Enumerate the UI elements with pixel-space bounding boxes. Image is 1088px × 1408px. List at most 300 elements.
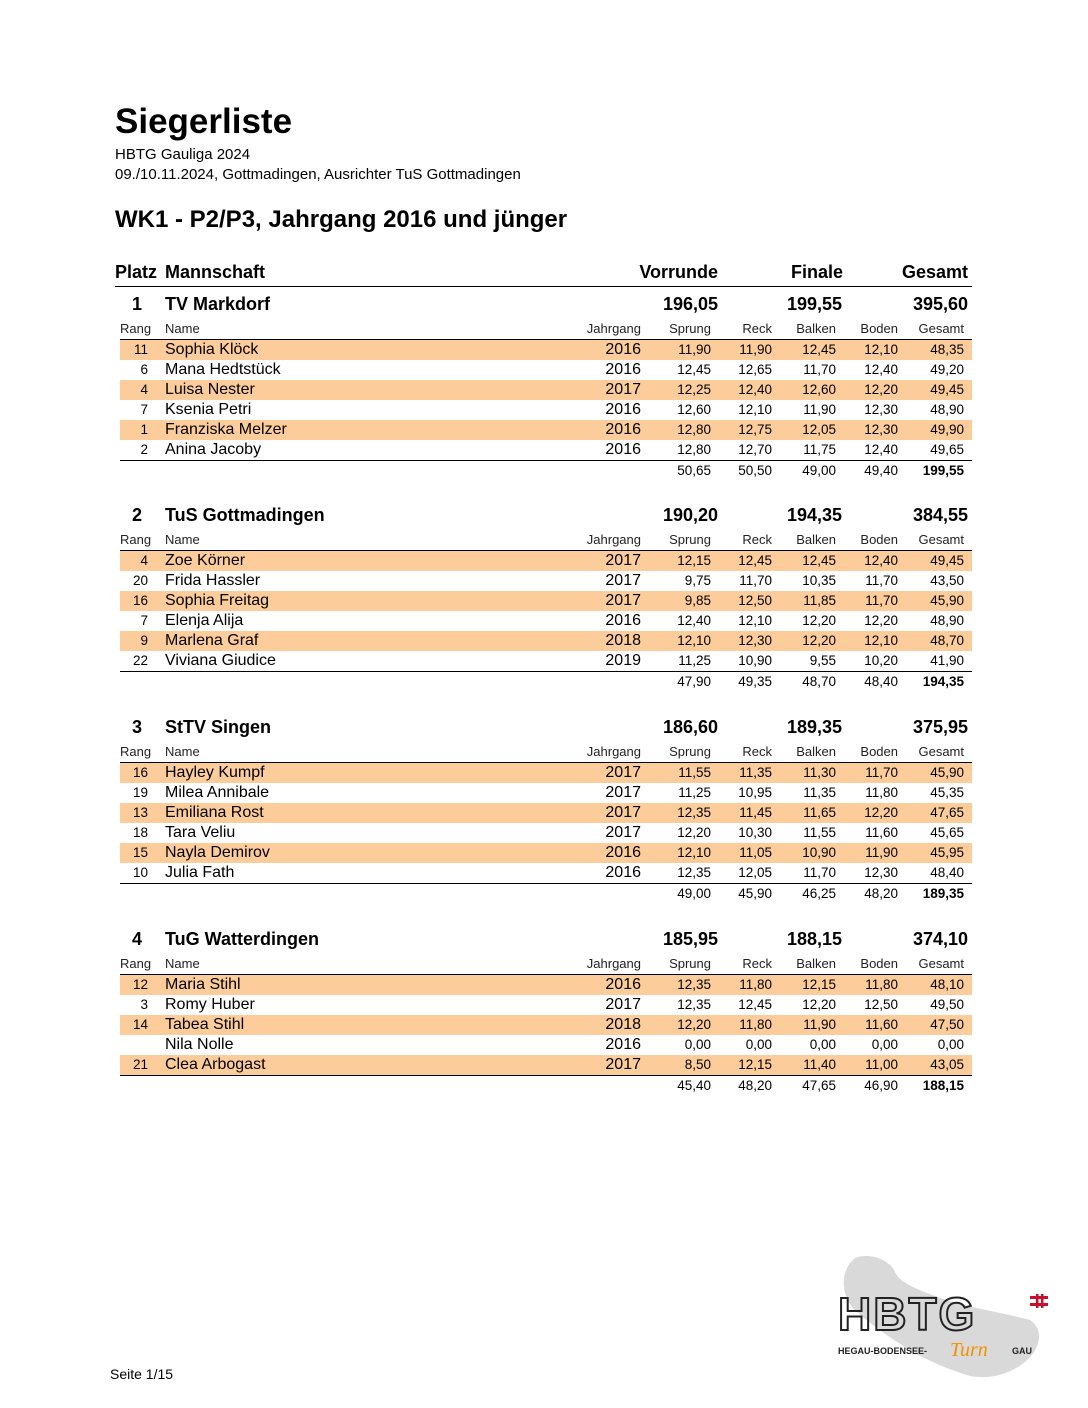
- header-finale: Finale: [790, 262, 843, 282]
- total-boden: 46,90: [864, 1078, 898, 1093]
- team-vorrunde: 186,60: [662, 717, 718, 737]
- athlete-reck: 12,75: [738, 422, 772, 437]
- column-label-reck: Reck: [742, 321, 772, 336]
- header-gesamt: Gesamt: [901, 262, 968, 282]
- athlete-balken: 12,60: [802, 382, 836, 397]
- athlete-reck: 12,15: [738, 1057, 772, 1072]
- athlete-sprung: 11,25: [678, 653, 711, 668]
- athlete-row: [120, 591, 972, 611]
- athlete-jahrgang: 2017: [605, 592, 641, 609]
- athlete-row: [120, 1055, 972, 1075]
- team-block: [120, 925, 972, 1096]
- column-header-row: [120, 743, 972, 763]
- athlete-name: Anina Jacoby: [165, 441, 262, 458]
- column-label-sprung: Sprung: [669, 956, 711, 971]
- athlete-row: [120, 783, 972, 803]
- athlete-reck: 11,80: [739, 977, 772, 992]
- athlete-reck: 11,90: [739, 342, 772, 357]
- athlete-sprung: 12,45: [677, 362, 711, 377]
- column-label-gesamt: Gesamt: [918, 321, 964, 336]
- column-label-sprung: Sprung: [669, 744, 711, 759]
- athlete-boden: 11,00: [865, 1057, 898, 1072]
- athlete-boden: 11,80: [865, 977, 898, 992]
- total-reck: 48,20: [738, 1078, 772, 1093]
- athlete-boden: 0,00: [871, 1037, 898, 1052]
- athlete-balken: 11,85: [803, 593, 836, 608]
- team-platz: 4: [131, 929, 142, 949]
- athlete-rang: 18: [132, 825, 148, 840]
- team-totals-row: [120, 1076, 972, 1096]
- athlete-name: Nayla Demirov: [165, 844, 270, 861]
- athlete-rang: 7: [140, 402, 148, 417]
- athlete-row: [120, 803, 972, 823]
- total-gesamt: 194,35: [922, 674, 964, 689]
- athlete-name: Sophia Klöck: [165, 341, 259, 358]
- column-label-reck: Reck: [742, 532, 772, 547]
- column-label-reck: Reck: [742, 956, 772, 971]
- column-label-jahrgang: Jahrgang: [586, 532, 641, 547]
- athlete-gesamt: 48,40: [930, 865, 964, 880]
- team-vorrunde: 185,95: [662, 929, 718, 949]
- turner-cross-icon: [1030, 1294, 1048, 1308]
- athlete-rang: 22: [132, 653, 148, 668]
- athlete-rang: 1: [140, 422, 148, 437]
- column-label-jahrgang: Jahrgang: [586, 956, 641, 971]
- column-label-reck: Reck: [742, 744, 772, 759]
- athlete-reck: 11,70: [739, 573, 772, 588]
- athlete-jahrgang: 2016: [605, 441, 641, 458]
- athlete-gesamt: 48,10: [930, 977, 964, 992]
- column-label-name: Name: [165, 321, 200, 336]
- team-gesamt: 374,10: [912, 929, 968, 949]
- team-vorrunde: 196,05: [662, 294, 718, 314]
- athlete-gesamt: 47,65: [930, 805, 964, 820]
- athlete-jahrgang: 2016: [605, 844, 641, 861]
- athlete-boden: 12,10: [864, 633, 898, 648]
- athlete-rang: 19: [132, 785, 148, 800]
- athlete-name: Tara Veliu: [165, 824, 236, 841]
- athlete-balken: 11,70: [803, 865, 836, 880]
- athlete-gesamt: 49,90: [930, 422, 964, 437]
- total-gesamt: 189,35: [922, 886, 964, 901]
- athlete-balken: 11,90: [803, 1017, 836, 1032]
- total-boden: 48,40: [864, 674, 898, 689]
- athlete-sprung: 12,35: [677, 997, 711, 1012]
- total-sprung: 50,65: [677, 463, 711, 478]
- team-finale: 194,35: [786, 505, 842, 525]
- total-gesamt: 188,15: [922, 1078, 964, 1093]
- total-balken: 49,00: [802, 463, 836, 478]
- athlete-gesamt: 45,95: [930, 845, 964, 860]
- column-header-row: [120, 955, 972, 975]
- hbtg-logo: [800, 1250, 1060, 1390]
- column-header-row: [120, 531, 972, 551]
- athlete-jahrgang: 2019: [605, 652, 641, 669]
- athlete-row: [120, 360, 972, 380]
- athlete-boden: 12,30: [864, 402, 898, 417]
- results-header: [115, 260, 972, 287]
- athlete-name: Julia Fath: [165, 864, 235, 881]
- athlete-reck: 12,65: [738, 362, 772, 377]
- column-header-row: [120, 320, 972, 340]
- athlete-jahrgang: 2016: [605, 976, 641, 993]
- column-label-rang: Rang: [120, 321, 152, 336]
- logo-hbtg: HBTG: [838, 1288, 977, 1340]
- athlete-jahrgang: 2017: [605, 764, 641, 781]
- total-sprung: 49,00: [677, 886, 711, 901]
- athlete-reck: 12,45: [738, 553, 772, 568]
- athlete-reck: 12,05: [738, 865, 772, 880]
- athlete-sprung: 12,35: [677, 977, 711, 992]
- total-sprung: 45,40: [677, 1078, 711, 1093]
- athlete-sprung: 12,60: [677, 402, 711, 417]
- athlete-gesamt: 45,35: [930, 785, 964, 800]
- athlete-row: [120, 400, 972, 420]
- column-label-boden: Boden: [860, 532, 898, 547]
- athlete-reck: 12,70: [738, 442, 772, 457]
- athlete-boden: 11,70: [865, 593, 898, 608]
- team-totals-row: [120, 672, 972, 692]
- athlete-reck: 10,30: [738, 825, 772, 840]
- team-name: TV Markdorf: [165, 294, 271, 314]
- athlete-balken: 12,05: [802, 422, 836, 437]
- team-platz: 1: [131, 294, 142, 314]
- athlete-reck: 12,10: [738, 613, 772, 628]
- athlete-rang: 9: [140, 633, 148, 648]
- athlete-balken: 11,65: [803, 805, 836, 820]
- athlete-rang: 20: [132, 573, 148, 588]
- athlete-boden: 12,20: [864, 805, 898, 820]
- athlete-boden: 12,30: [864, 422, 898, 437]
- team-gesamt: 395,60: [912, 294, 968, 314]
- athlete-reck: 0,00: [745, 1037, 772, 1052]
- athlete-boden: 11,70: [865, 765, 898, 780]
- section-title: WK1 - P2/P3, Jahrgang 2016 und jünger: [115, 206, 568, 233]
- athlete-rang: 6: [140, 362, 148, 377]
- athlete-gesamt: 48,70: [930, 633, 964, 648]
- team-block: [120, 713, 972, 904]
- athlete-sprung: 9,75: [684, 573, 711, 588]
- column-label-balken: Balken: [796, 532, 836, 547]
- athlete-sprung: 12,80: [677, 422, 711, 437]
- athlete-reck: 11,45: [739, 805, 772, 820]
- column-label-jahrgang: Jahrgang: [586, 321, 641, 336]
- athlete-row: [120, 651, 972, 671]
- team-finale: 188,15: [786, 929, 842, 949]
- logo-turn: Turn: [950, 1339, 988, 1361]
- athlete-balken: 10,35: [802, 573, 836, 588]
- athlete-reck: 11,80: [739, 1017, 772, 1032]
- athlete-jahrgang: 2017: [605, 804, 641, 821]
- athlete-row: [120, 1015, 972, 1035]
- athlete-reck: 12,50: [738, 593, 772, 608]
- athlete-jahrgang: 2017: [605, 381, 641, 398]
- athlete-sprung: 8,50: [684, 1057, 711, 1072]
- athlete-name: Tabea Stihl: [165, 1016, 245, 1033]
- athlete-boden: 12,40: [864, 553, 898, 568]
- total-balken: 47,65: [802, 1078, 836, 1093]
- athlete-balken: 10,90: [802, 845, 836, 860]
- athlete-gesamt: 49,20: [930, 362, 964, 377]
- athlete-boden: 12,10: [864, 342, 898, 357]
- athlete-sprung: 12,15: [677, 553, 711, 568]
- page-number: Seite 1/15: [110, 1366, 174, 1382]
- athlete-gesamt: 45,65: [930, 825, 964, 840]
- athlete-row: [120, 551, 972, 571]
- page-title: Siegerliste: [115, 102, 293, 141]
- athlete-reck: 11,35: [739, 765, 772, 780]
- athlete-reck: 10,90: [738, 653, 772, 668]
- athlete-name: Mana Hedtstück: [165, 361, 281, 378]
- team-name: TuG Watterdingen: [165, 929, 319, 949]
- athlete-row: [120, 843, 972, 863]
- athlete-name: Marlena Graf: [165, 632, 259, 649]
- athlete-rang: 12: [132, 977, 148, 992]
- column-label-gesamt: Gesamt: [918, 744, 964, 759]
- athlete-rang: 4: [140, 553, 148, 568]
- athlete-balken: 9,55: [809, 653, 836, 668]
- team-summary-row: [120, 290, 972, 320]
- total-reck: 45,90: [738, 886, 772, 901]
- athlete-sprung: 12,20: [677, 1017, 711, 1032]
- column-label-rang: Rang: [120, 744, 152, 759]
- athlete-row: [120, 631, 972, 651]
- athlete-gesamt: 45,90: [930, 593, 964, 608]
- athlete-balken: 11,40: [803, 1057, 836, 1072]
- column-label-gesamt: Gesamt: [918, 956, 964, 971]
- total-reck: 50,50: [738, 463, 772, 478]
- athlete-gesamt: 49,50: [930, 997, 964, 1012]
- athlete-balken: 11,90: [803, 402, 836, 417]
- athlete-jahrgang: 2017: [605, 996, 641, 1013]
- team-name: StTV Singen: [165, 717, 272, 737]
- column-label-boden: Boden: [860, 321, 898, 336]
- athlete-gesamt: 43,50: [930, 573, 964, 588]
- athlete-boden: 12,20: [864, 382, 898, 397]
- athlete-rang: 14: [132, 1017, 148, 1032]
- athlete-name: Maria Stihl: [165, 976, 241, 993]
- athlete-rows: [120, 340, 972, 461]
- athlete-row: [120, 975, 972, 995]
- athlete-sprung: 11,25: [678, 785, 711, 800]
- team-totals-row: [120, 884, 972, 904]
- column-label-gesamt: Gesamt: [918, 532, 964, 547]
- athlete-row: [120, 340, 972, 360]
- column-label-balken: Balken: [796, 321, 836, 336]
- athlete-name: Hayley Kumpf: [165, 764, 265, 781]
- column-label-boden: Boden: [860, 956, 898, 971]
- athlete-boden: 12,50: [864, 997, 898, 1012]
- athlete-boden: 11,60: [865, 1017, 898, 1032]
- team-block: [120, 290, 972, 481]
- athlete-sprung: 11,55: [678, 765, 711, 780]
- team-summary-row: [120, 713, 972, 743]
- athlete-balken: 12,15: [802, 977, 836, 992]
- athlete-sprung: 12,40: [677, 613, 711, 628]
- team-platz: 2: [131, 505, 142, 525]
- team-finale: 199,55: [786, 294, 842, 314]
- athlete-boden: 12,20: [864, 613, 898, 628]
- column-label-name: Name: [165, 532, 200, 547]
- athlete-rang: 2: [140, 442, 148, 457]
- column-label-balken: Balken: [796, 956, 836, 971]
- total-boden: 48,20: [864, 886, 898, 901]
- athlete-reck: 12,10: [738, 402, 772, 417]
- column-label-name: Name: [165, 744, 200, 759]
- athlete-name: Sophia Freitag: [165, 592, 270, 609]
- athlete-rang: 15: [132, 845, 148, 860]
- athlete-rang: 3: [140, 997, 148, 1012]
- athlete-rang: 16: [132, 593, 148, 608]
- athlete-gesamt: 43,05: [930, 1057, 964, 1072]
- column-label-balken: Balken: [796, 744, 836, 759]
- team-finale: 189,35: [786, 717, 842, 737]
- athlete-boden: 11,90: [865, 845, 898, 860]
- athlete-reck: 12,30: [738, 633, 772, 648]
- athlete-name: Luisa Nester: [165, 381, 255, 398]
- total-sprung: 47,90: [677, 674, 711, 689]
- athlete-sprung: 12,35: [677, 865, 711, 880]
- header-platz: Platz: [115, 262, 158, 282]
- athlete-boden: 12,30: [864, 865, 898, 880]
- athlete-sprung: 9,85: [684, 593, 711, 608]
- athlete-rows: [120, 551, 972, 672]
- team-gesamt: 384,55: [912, 505, 968, 525]
- athlete-sprung: 12,20: [677, 825, 711, 840]
- athlete-reck: 12,45: [738, 997, 772, 1012]
- athlete-gesamt: 49,45: [930, 382, 964, 397]
- athlete-jahrgang: 2017: [605, 1056, 641, 1073]
- athlete-rang: 7: [140, 613, 148, 628]
- header-vorrunde: Vorrunde: [639, 262, 718, 282]
- athlete-gesamt: 49,45: [930, 553, 964, 568]
- athlete-rang: 16: [132, 765, 148, 780]
- athlete-balken: 12,45: [802, 553, 836, 568]
- athlete-name: Clea Arbogast: [165, 1056, 266, 1073]
- event-details: 09./10.11.2024, Gottmadingen, Ausrichter TuS Gottmadingen: [115, 166, 521, 183]
- column-label-rang: Rang: [120, 956, 152, 971]
- athlete-jahrgang: 2016: [605, 421, 641, 438]
- total-boden: 49,40: [864, 463, 898, 478]
- athlete-row: [120, 823, 972, 843]
- column-label-sprung: Sprung: [669, 321, 711, 336]
- team-summary-row: [120, 501, 972, 531]
- athlete-balken: 12,20: [802, 997, 836, 1012]
- athlete-rang: 11: [133, 342, 148, 357]
- athlete-rang: 21: [132, 1057, 148, 1072]
- athlete-row: [120, 440, 972, 460]
- column-label-rang: Rang: [120, 532, 152, 547]
- athlete-row: [120, 571, 972, 591]
- header-mannschaft: Mannschaft: [165, 262, 266, 282]
- athlete-sprung: 11,90: [678, 342, 711, 357]
- athlete-sprung: 0,00: [684, 1037, 711, 1052]
- total-reck: 49,35: [738, 674, 772, 689]
- team-block: [120, 501, 972, 692]
- event-name: HBTG Gauliga 2024: [115, 146, 251, 163]
- athlete-boden: 11,70: [865, 573, 898, 588]
- athlete-gesamt: 49,65: [930, 442, 964, 457]
- logo-tagline: HEGAU-BODENSEE-: [838, 1346, 928, 1356]
- team-summary-row: [120, 925, 972, 955]
- athlete-jahrgang: 2018: [605, 1016, 641, 1033]
- athlete-boden: 12,40: [864, 442, 898, 457]
- team-platz: 3: [131, 717, 142, 737]
- athlete-reck: 12,40: [738, 382, 772, 397]
- athlete-name: Ksenia Petri: [165, 401, 252, 418]
- athlete-name: Viviana Giudice: [165, 652, 276, 669]
- athlete-gesamt: 0,00: [937, 1037, 964, 1052]
- athlete-jahrgang: 2016: [605, 1036, 641, 1053]
- athlete-name: Romy Huber: [165, 996, 255, 1013]
- athlete-rows: [120, 975, 972, 1076]
- total-balken: 48,70: [802, 674, 836, 689]
- athlete-balken: 11,35: [803, 785, 836, 800]
- athlete-name: Emiliana Rost: [165, 804, 264, 821]
- athlete-reck: 10,95: [738, 785, 772, 800]
- athlete-sprung: 12,35: [677, 805, 711, 820]
- athlete-gesamt: 48,35: [930, 342, 964, 357]
- athlete-balken: 12,20: [802, 633, 836, 648]
- athlete-jahrgang: 2016: [605, 361, 641, 378]
- athlete-balken: 12,45: [802, 342, 836, 357]
- athlete-row: [120, 611, 972, 631]
- athlete-sprung: 12,10: [677, 845, 711, 860]
- athlete-balken: 11,55: [803, 825, 836, 840]
- logo-gau: GAU: [1012, 1346, 1032, 1356]
- athlete-sprung: 12,25: [677, 382, 711, 397]
- athlete-name: Frida Hassler: [165, 572, 261, 589]
- athlete-boden: 12,40: [864, 362, 898, 377]
- athlete-jahrgang: 2016: [605, 864, 641, 881]
- team-gesamt: 375,95: [912, 717, 968, 737]
- athlete-sprung: 12,10: [677, 633, 711, 648]
- athlete-rows: [120, 763, 972, 884]
- athlete-gesamt: 48,90: [930, 613, 964, 628]
- athlete-boden: 10,20: [864, 653, 898, 668]
- column-label-name: Name: [165, 956, 200, 971]
- athlete-row: [120, 995, 972, 1015]
- athlete-boden: 11,80: [865, 785, 898, 800]
- team-name: TuS Gottmadingen: [165, 505, 325, 525]
- athlete-name: Zoe Körner: [165, 552, 246, 569]
- column-label-sprung: Sprung: [669, 532, 711, 547]
- athlete-name: Nila Nolle: [165, 1036, 234, 1053]
- athlete-gesamt: 41,90: [930, 653, 964, 668]
- athlete-jahrgang: 2016: [605, 612, 641, 629]
- column-label-jahrgang: Jahrgang: [586, 744, 641, 759]
- athlete-balken: 12,20: [802, 613, 836, 628]
- athlete-gesamt: 48,90: [930, 402, 964, 417]
- athlete-gesamt: 45,90: [930, 765, 964, 780]
- team-totals-row: [120, 461, 972, 481]
- athlete-boden: 11,60: [865, 825, 898, 840]
- athlete-gesamt: 47,50: [930, 1017, 964, 1032]
- athlete-balken: 11,30: [803, 765, 836, 780]
- athlete-balken: 11,75: [803, 442, 836, 457]
- athlete-reck: 11,05: [739, 845, 772, 860]
- total-balken: 46,25: [802, 886, 836, 901]
- athlete-row: [120, 1035, 972, 1055]
- column-label-boden: Boden: [860, 744, 898, 759]
- athlete-rang: 4: [140, 382, 148, 397]
- athlete-jahrgang: 2018: [605, 632, 641, 649]
- athlete-jahrgang: 2017: [605, 824, 641, 841]
- athlete-row: [120, 863, 972, 883]
- athlete-row: [120, 380, 972, 400]
- athlete-sprung: 12,80: [677, 442, 711, 457]
- total-gesamt: 199,55: [922, 463, 964, 478]
